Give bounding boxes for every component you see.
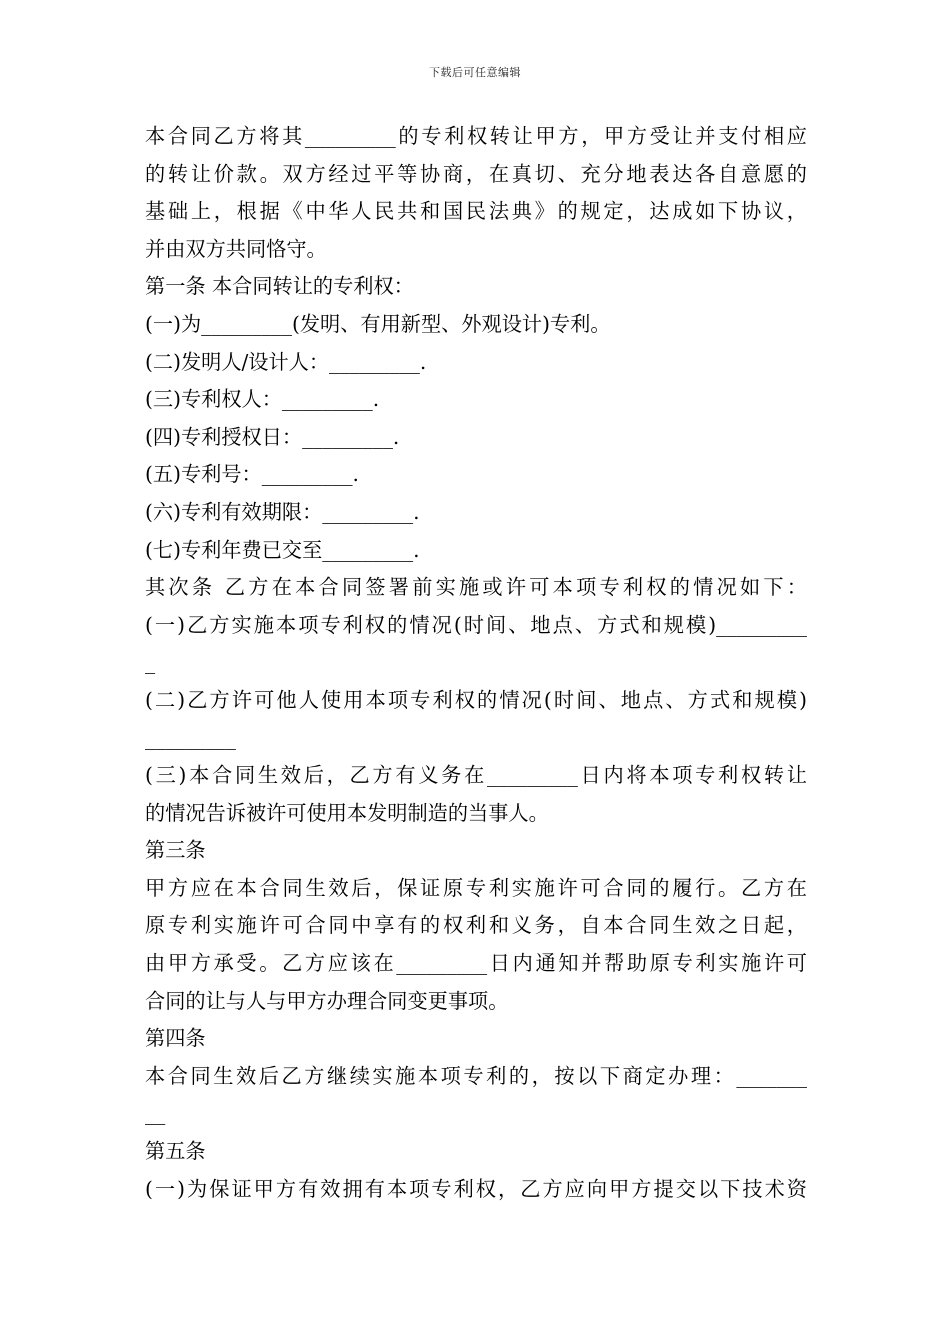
- clause-item: (二)乙方许可他人使用本项专利权的情况(时间、地点、方式和规模): [145, 687, 807, 712]
- contract-body: [145, 118, 807, 1208]
- clause-item: (一)为保证甲方有效拥有本项专利权，乙方应向甲方提交以下技术资: [145, 1176, 807, 1201]
- clause-item: (三)专利权人：_________.: [145, 387, 380, 412]
- body-line: 甲方应在本合同生效后，保证原专利实施许可合同的履行。乙方在: [145, 875, 807, 900]
- clause-item-continued: _________: [145, 725, 236, 750]
- article-heading-4: 第四条: [145, 1026, 206, 1051]
- body-line: 基础上，根据《中华人民共和国民法典》的规定，达成如下协议，: [145, 199, 807, 224]
- body-line-continued: __: [145, 1101, 166, 1126]
- clause-item: (一)为_________(发明、有用新型、外观设计)专利。: [145, 311, 611, 336]
- body-line: 本合同乙方将其_________的专利权转让甲方，甲方受让并支付相应: [145, 124, 807, 148]
- clause-item: (三)本合同生效后，乙方有义务在_________日内将本项专利权转让: [145, 763, 807, 788]
- clause-item: (四)专利授权日：_________.: [145, 424, 400, 449]
- clause-item: (六)专利有效期限：_________.: [145, 499, 420, 524]
- clause-item: (二)发明人/设计人：_________.: [145, 349, 427, 374]
- article-heading-5: 第五条: [145, 1139, 206, 1164]
- article-heading-3: 第三条: [145, 838, 206, 863]
- body-line: 原专利实施许可合同中享有的权利和义务，自本合同生效之日起，: [145, 913, 807, 938]
- clause-item-continued: 的情况告诉被许可使用本发明制造的当事人。: [145, 800, 549, 825]
- article-heading-1: 第一条 本合同转让的专利权：: [145, 274, 414, 299]
- body-line: 本合同生效后乙方继续实施本项专利的，按以下商定办理：_______: [145, 1063, 807, 1088]
- body-line: 的转让价款。双方经过平等协商，在真切、充分地表达各自意愿的: [145, 161, 807, 186]
- page-header-note: 下载后可任意编辑: [429, 66, 521, 79]
- body-line: 合同的让与人与甲方办理合同变更事项。: [145, 988, 509, 1013]
- clause-item: (一)乙方实施本项专利权的情况(时间、地点、方式和规模)_________: [145, 612, 807, 637]
- clause-item: (七)专利年费已交至_________.: [145, 537, 420, 562]
- article-heading-2: 其次条 乙方在本合同签署前实施或许可本项专利权的情况如下：: [145, 575, 807, 600]
- clause-item: (五)专利号：_________.: [145, 462, 359, 487]
- body-line: 由甲方承受。乙方应该在_________日内通知并帮助原专利实施许可: [145, 951, 807, 976]
- clause-item-continued: _: [145, 650, 156, 675]
- body-line: 并由双方共同恪守。: [145, 236, 327, 261]
